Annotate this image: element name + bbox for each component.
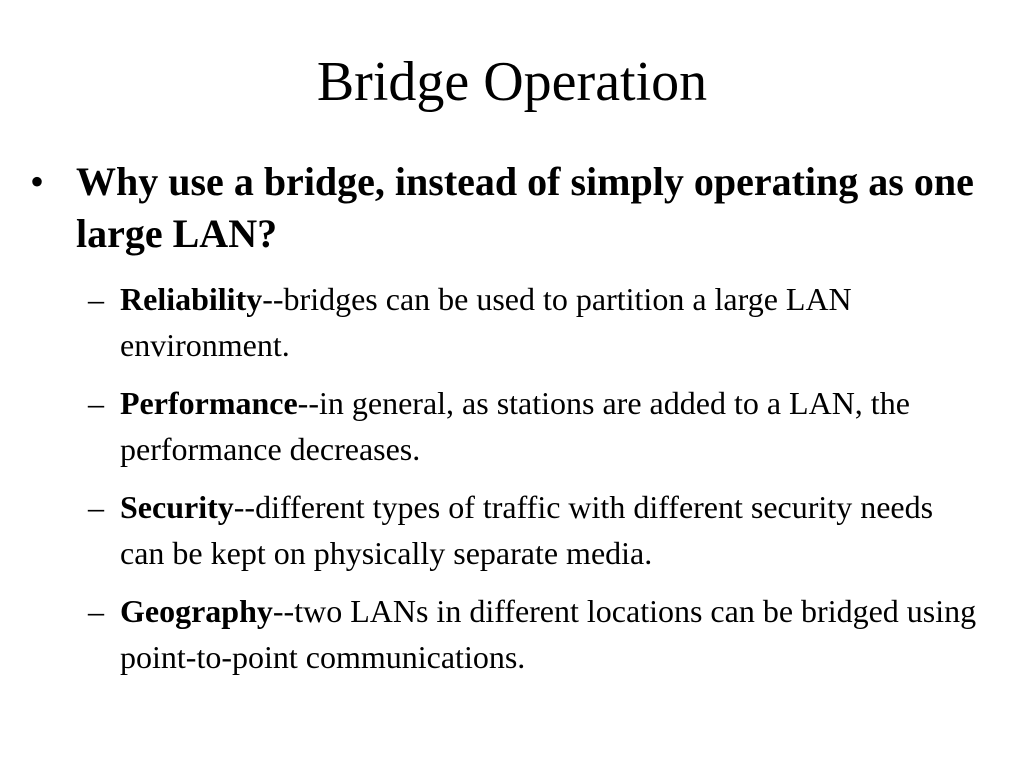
dash-marker: –	[88, 281, 104, 317]
slide-title: Bridge Operation	[316, 51, 708, 113]
sub-bullet-performance	[88, 380, 980, 472]
term-geography: Geography	[120, 593, 273, 629]
description-security: --different types of traffic with different security needs can be kept on physically separate media.	[120, 489, 934, 571]
dash-marker: –	[88, 593, 104, 629]
main-bullet-text: Why use a bridge, instead of simply operating as one large LAN?	[76, 159, 974, 256]
term-security: Security	[120, 489, 234, 525]
sub-bullet-geography	[88, 588, 980, 680]
slide-content	[0, 156, 1024, 692]
term-performance: Performance	[120, 385, 298, 421]
sub-bullet-reliability	[88, 276, 980, 368]
description-geography: --two LANs in different locations can be bridged using point-to-point communications.	[120, 593, 977, 675]
sub-bullet-list	[0, 276, 1024, 680]
sub-bullet-security	[88, 484, 980, 576]
bullet-marker: •	[30, 159, 45, 204]
description-reliability: --bridges can be used to partition a large LAN environment.	[120, 281, 852, 363]
description-performance: --in general, as stations are added to a LAN, the performance decreases.	[120, 385, 910, 467]
dash-marker: –	[88, 489, 104, 525]
main-bullet	[30, 156, 976, 260]
term-reliability: Reliability	[120, 281, 263, 317]
dash-marker: –	[88, 385, 104, 421]
